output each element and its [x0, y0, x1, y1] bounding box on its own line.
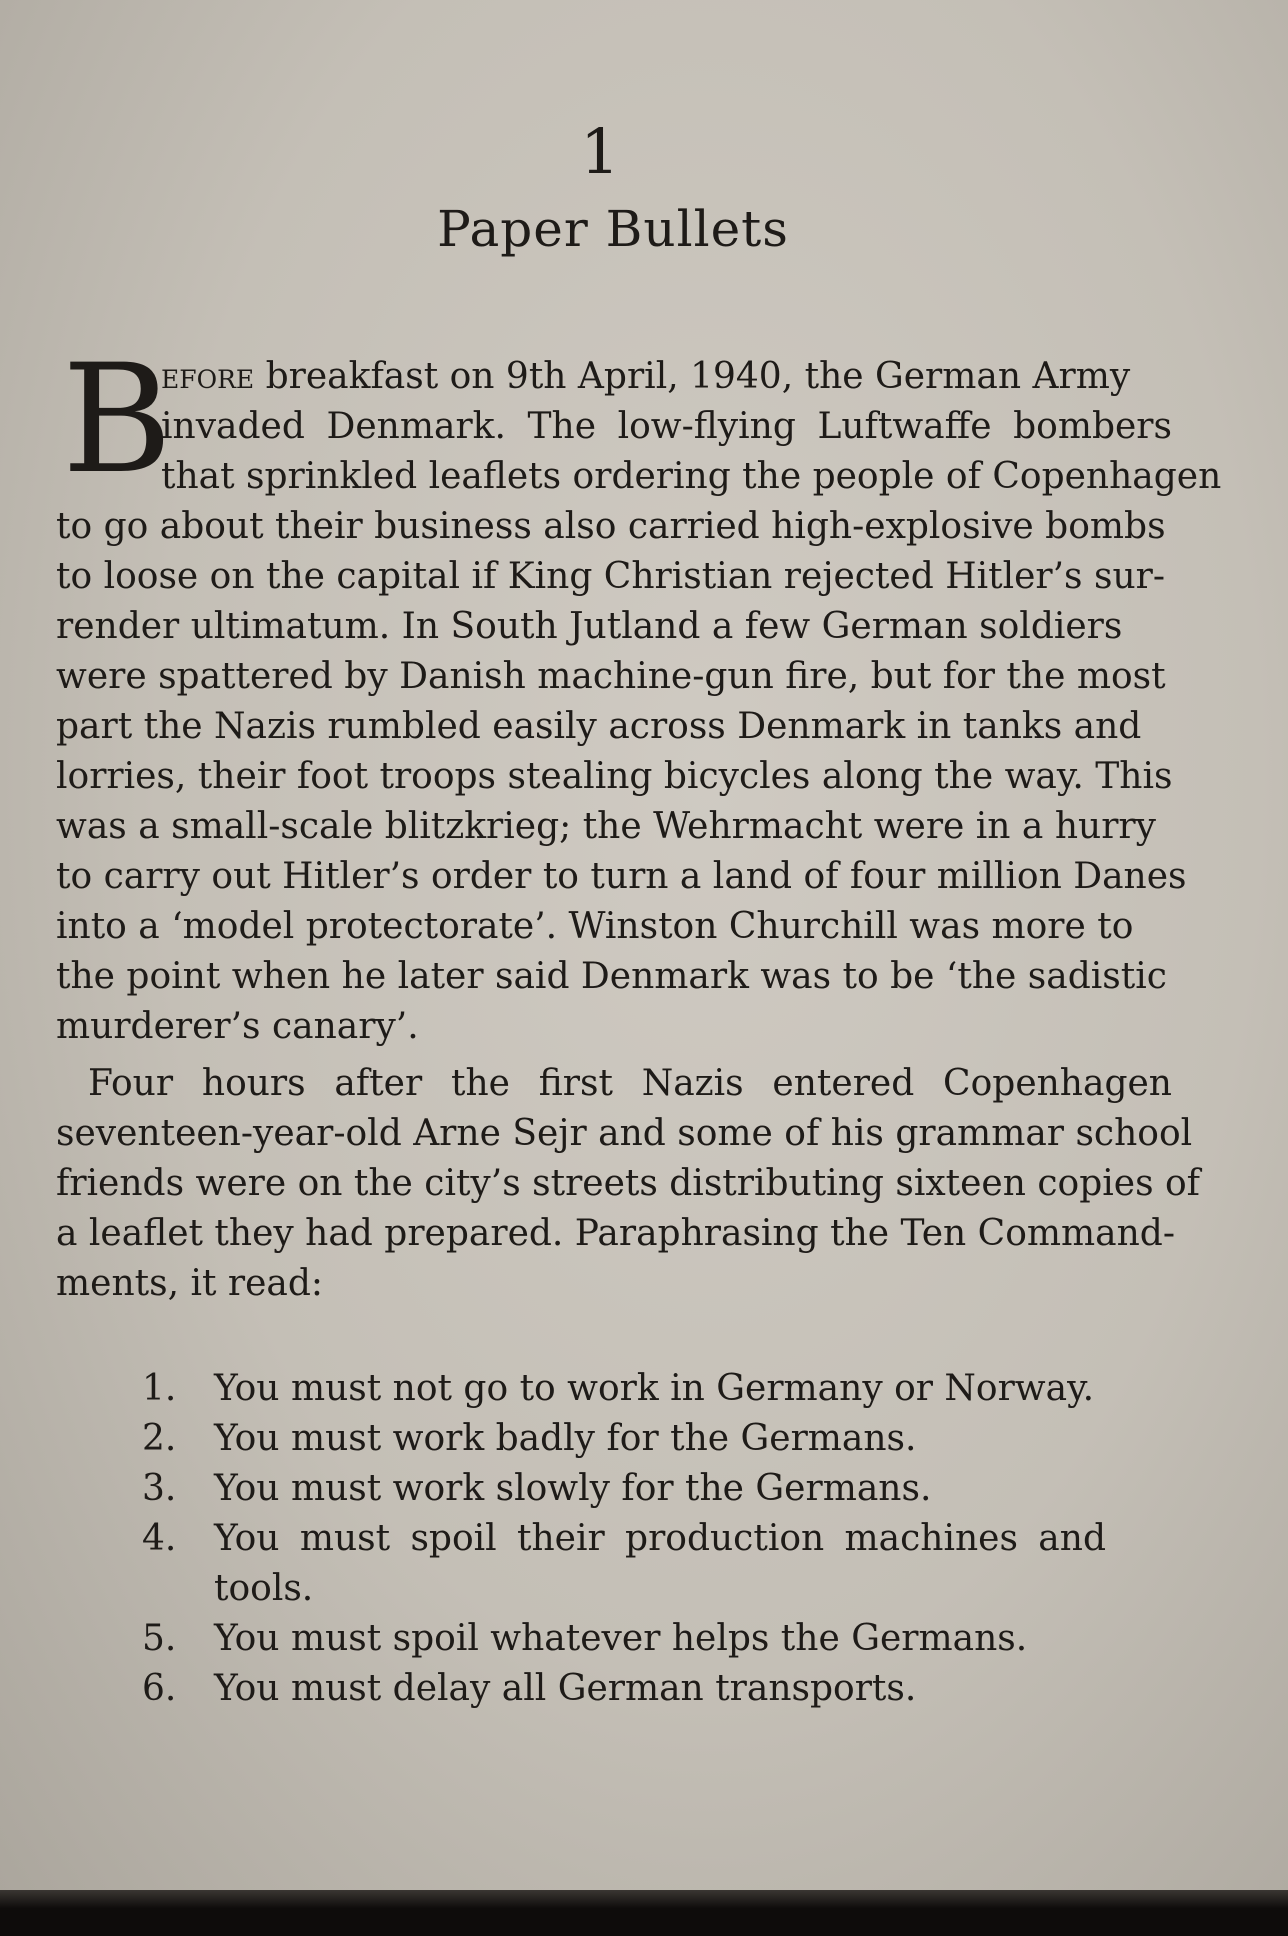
list-item-text: You must spoil whatever helps the Germans.: [214, 1618, 1028, 1659]
body-line: to loose on the capital if King Christian rejected Hitler’s sur-: [56, 556, 1166, 597]
list-item-number: 5.: [142, 1618, 177, 1659]
list-item-number: 6.: [142, 1668, 177, 1709]
list-item-text: You must work badly for the Germans.: [214, 1418, 917, 1459]
list-item-text: You must work slowly for the Germans.: [214, 1468, 932, 1509]
body-line: that sprinkled leaflets ordering the people of Copenhagen: [161, 456, 1222, 497]
small-caps-word: efore: [161, 356, 255, 397]
body-line: friends were on the city’s streets distributing sixteen copies of: [56, 1163, 1200, 1204]
body-line: seventeen-year-old Arne Sejr and some of his grammar school: [56, 1113, 1193, 1154]
drop-cap: B: [62, 333, 173, 507]
body-line: lorries, their foot troops stealing bicycles along the way. This: [56, 756, 1173, 797]
list-item-text: You must delay all German transports.: [214, 1668, 917, 1709]
list-item-number: 1.: [142, 1368, 177, 1409]
page-bottom-edge: [0, 1890, 1288, 1936]
body-line: invaded Denmark. The low-flying Luftwaffe bombers: [161, 406, 1172, 447]
list-item-text: You must not go to work in Germany or Norway.: [214, 1368, 1095, 1409]
body-line: part the Nazis rumbled easily across Denmark in tanks and: [56, 706, 1142, 747]
body-line-text: breakfast on 9th April, 1940, the German Army: [254, 356, 1131, 397]
body-line: murderer’s canary’.: [56, 1006, 419, 1047]
body-line: render ultimatum. In South Jutland a few German soldiers: [56, 606, 1123, 647]
body-line: was a small-scale blitzkrieg; the Wehrmacht were in a hurry: [56, 806, 1156, 847]
list-item-number: 2.: [142, 1418, 177, 1459]
chapter-number: 1: [580, 115, 620, 188]
body-line: into a ‘model protectorate’. Winston Churchill was more to: [56, 906, 1134, 947]
list-item-number: 4.: [142, 1518, 177, 1559]
list-item-text: tools.: [214, 1568, 314, 1609]
body-line: Four hours after the first Nazis entered Copenhagen: [88, 1063, 1172, 1104]
list-item-number: 3.: [142, 1468, 177, 1509]
body-line: to go about their business also carried high-explosive bombs: [56, 506, 1166, 547]
body-line: the point when he later said Denmark was to be ‘the sadistic: [56, 956, 1167, 997]
body-line: ments, it read:: [56, 1263, 324, 1304]
body-line: [161, 355, 1131, 399]
body-line: were spattered by Danish machine-gun fire, but for the most: [56, 656, 1166, 697]
list-item-text: You must spoil their production machines and: [214, 1518, 1106, 1559]
chapter-title: Paper Bullets: [437, 200, 789, 258]
body-line: to carry out Hitler’s order to turn a land of four million Danes: [56, 856, 1187, 897]
body-line: a leaflet they had prepared. Paraphrasing the Ten Command-: [56, 1213, 1176, 1254]
